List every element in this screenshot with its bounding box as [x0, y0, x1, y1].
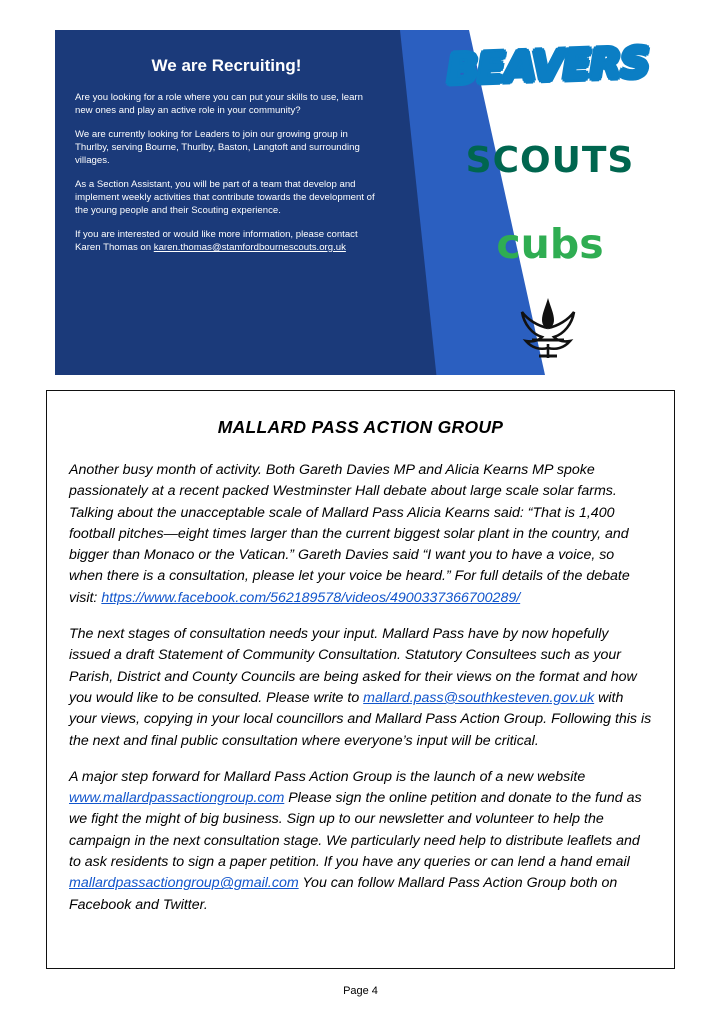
article-paragraph-1: [69, 460, 652, 609]
action-group-website-link[interactable]: www.mallardpassactiongroup.com: [69, 790, 285, 807]
facebook-debate-video-link[interactable]: https://www.facebook.com/562189578/videos/4900337366700289/: [101, 589, 521, 606]
banner-content: [55, 30, 400, 375]
article-title: MALLARD PASS ACTION GROUP: [217, 417, 504, 437]
page-number: Page 4: [343, 985, 378, 997]
article-paragraph-2-text-a: The next stages of consultation needs your input. Mallard Pass have by now hopefully issued a draft Statement of Community Consultation. Statutory Consultees such as your Parish, District and County Councils are being asked for their views on the format and how you would like to be consulted. Please write to: [69, 626, 637, 706]
article-paragraph-3-text-c: You can follow Mallard Pass Action Group both on Facebook and Twitter.: [69, 875, 618, 913]
article-paragraph-2-text-b: with your views, copying in your local councillors and Mallard Pass Action Group. Following this is the next and final public consultation where everyone’s input will be critical.: [69, 689, 652, 749]
action-group-email-link[interactable]: mallardpassactiongroup@gmail.com: [69, 875, 299, 892]
banner-title: We are Recruiting!: [151, 56, 302, 75]
beavers-logo: BEAVERS: [446, 38, 650, 94]
mallard-pass-council-email-link[interactable]: mallard.pass@southkesteven.gov.uk: [363, 689, 595, 706]
cubs-logo: cubs: [496, 220, 604, 268]
scout-fleur-de-lis-icon: [508, 292, 588, 362]
banner-paragraph-1: Are you looking for a role where you can put your skills to use, learn new ones and play an active role in your community?: [75, 92, 363, 116]
article-paragraph-3: [69, 767, 652, 916]
article-paragraph-2: [69, 624, 652, 752]
article-paragraph-1-text: Another busy month of activity. Both Gareth Davies MP and Alicia Kearns MP spoke passionately at a recent packed Westminster Hall debate about large scale solar farms. Talking about the unacceptable scale of Mallard Pass Alicia Kearns said: “That is 1,400 football pitches—eight times larger than the current biggest solar plant in the country, and bigger than Monaco or the Vatican.” Gareth Davies said “I want you to have a voice, so when there is a consultation, please let your voice be heard.” For full details of the debate visit:: [69, 462, 630, 606]
scout-logo-group: [430, 30, 666, 375]
scouts-logo: SCOUTS: [465, 140, 635, 181]
article-paragraph-3-text-b: Please sign the online petition and donate to the fund as we fight the might of big business. Sign up to our newsletter and volunteer to help the campaign in the next consultation stage. We particularly need help to distribute leaflets and to ask residents to sign a paper petition. If you have any queries or can lend a hand email: [69, 790, 642, 871]
banner-contact-email-link[interactable]: karen.thomas@stamfordbournescouts.org.uk: [153, 241, 346, 253]
banner-contact-prefix: If you are interested or would like more information, please contact Karen Thomas on: [75, 229, 358, 253]
banner-paragraph-3: As a Section Assistant, you will be part of a team that develop and implement weekly activities that contribute towards the development of the young people and their Scouting experience.: [75, 179, 375, 216]
banner-contact-line: [75, 229, 378, 254]
article-paragraph-3-text-a: A major step forward for Mallard Pass Action Group is the launch of a new website: [69, 768, 586, 785]
mallard-pass-article-box: [46, 390, 675, 969]
banner-paragraph-2: We are currently looking for Leaders to join our growing group in Thurlby, serving Bourne, Thurlby, Baston, Langtoft and surrounding villages.: [75, 129, 360, 166]
